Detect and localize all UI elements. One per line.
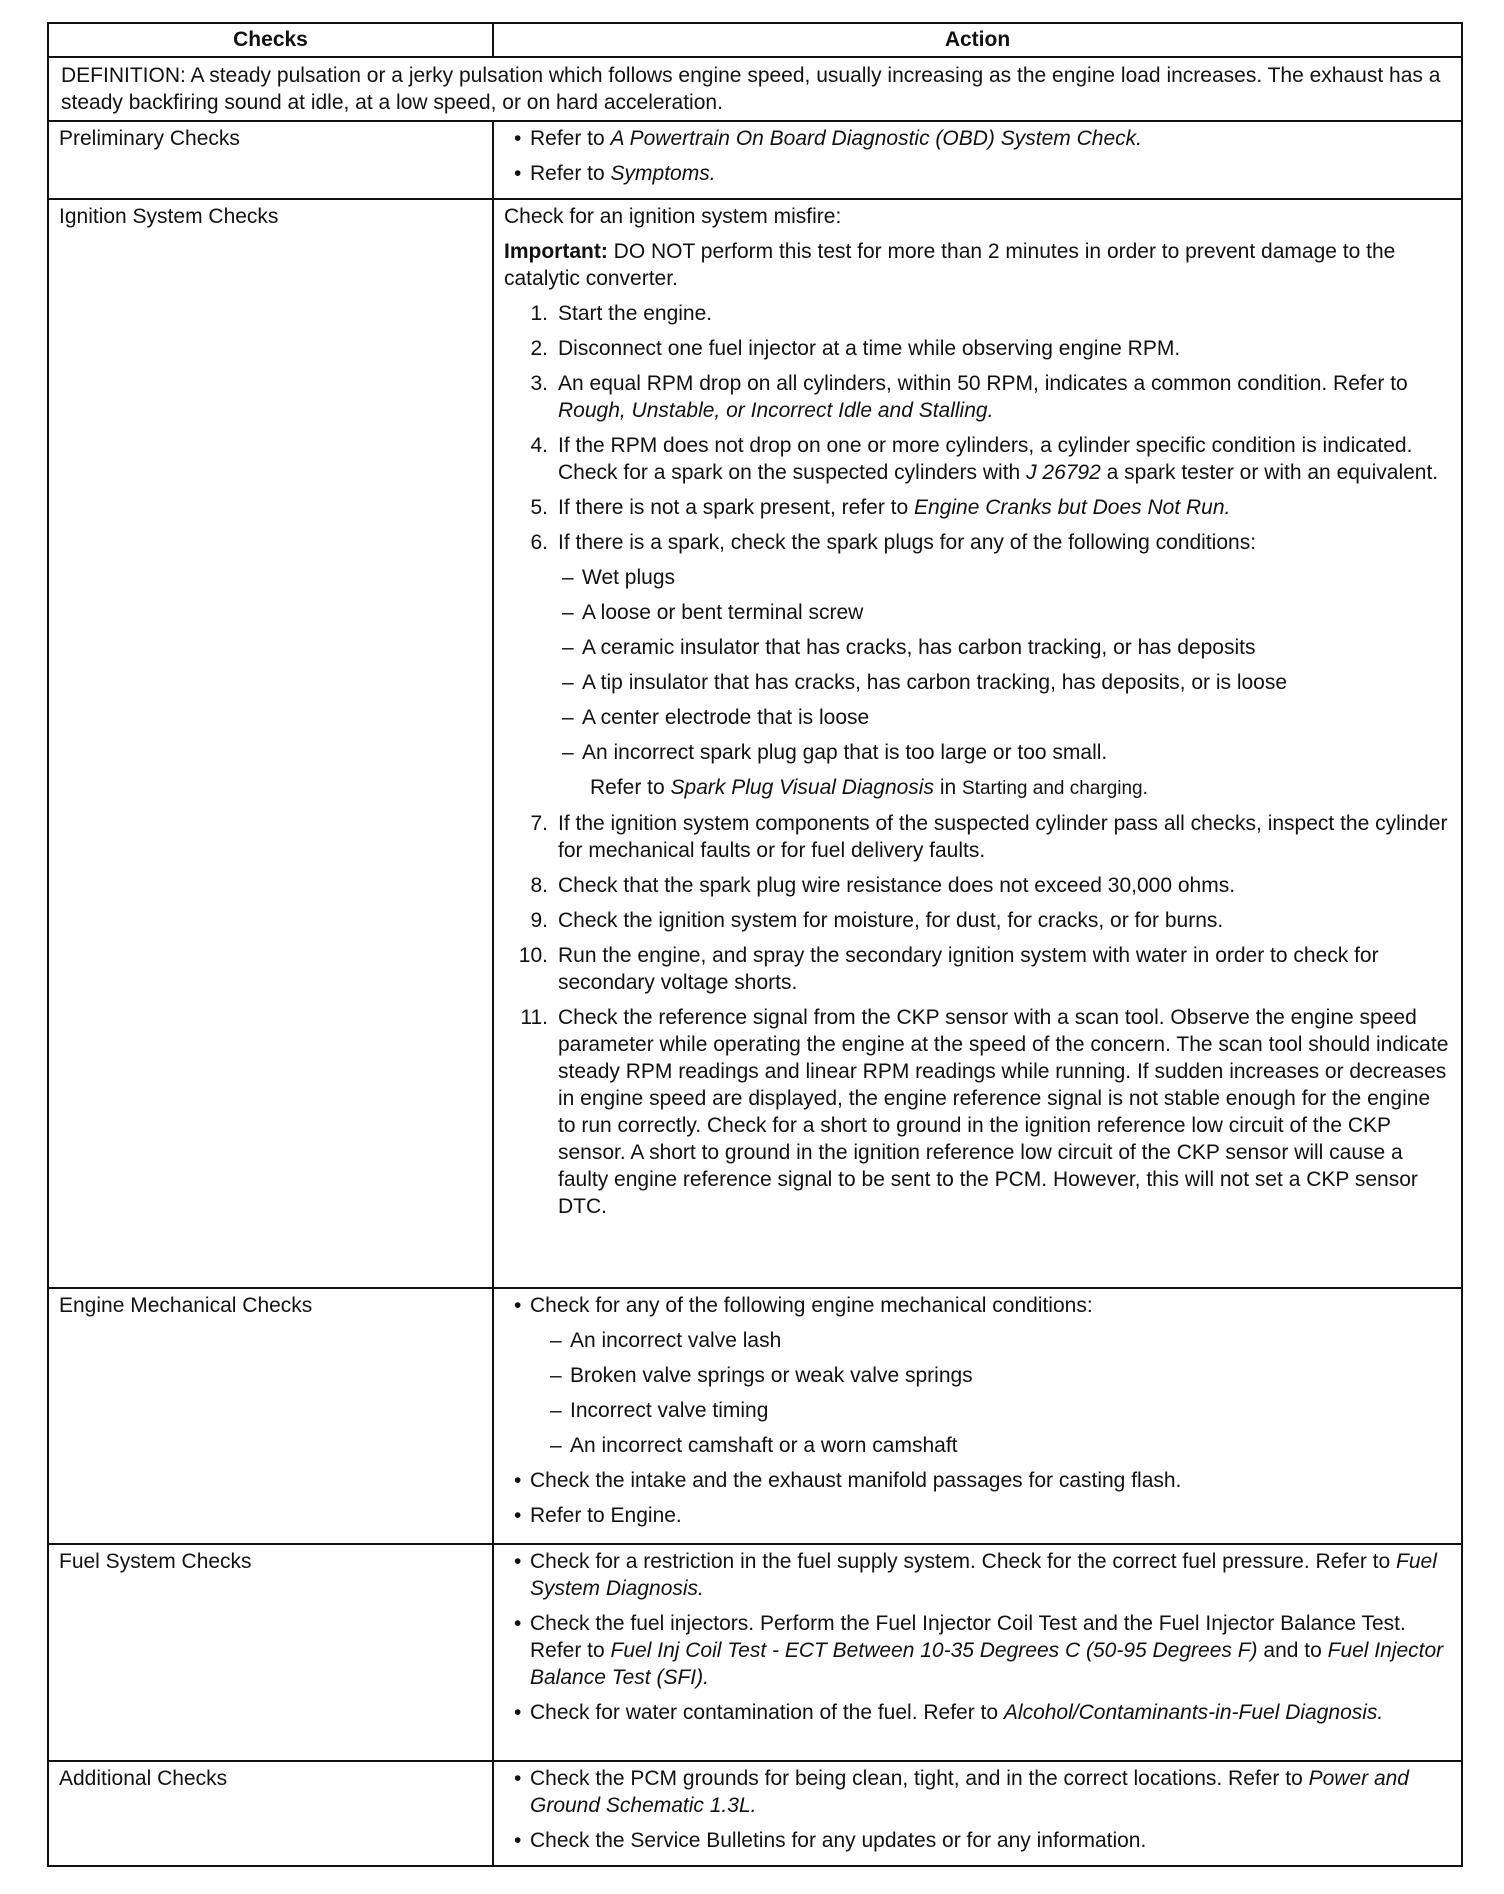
action-cell bbox=[493, 1288, 1462, 1544]
text-segment: Check for any of the following engine mechanical conditions: bbox=[530, 1294, 1093, 1317]
text-segment: Incorrect valve timing bbox=[570, 1399, 769, 1422]
text-segment: An incorrect camshaft or a worn camshaft bbox=[570, 1434, 958, 1457]
item-number: 11. bbox=[520, 1006, 548, 1029]
header-action: Action bbox=[493, 23, 1462, 57]
diagnostic-table bbox=[47, 22, 1463, 1867]
list-item bbox=[504, 739, 1451, 766]
text-segment: in bbox=[933, 776, 962, 799]
list-item bbox=[504, 774, 1451, 802]
table-row bbox=[48, 1761, 1462, 1866]
table-row bbox=[48, 1288, 1462, 1544]
item-number: 7. bbox=[530, 812, 548, 835]
list-item bbox=[504, 1432, 1451, 1459]
text-segment: Run the engine, and spray the secondary ignition system with water in order to check for secondary voltage shorts. bbox=[558, 944, 1379, 994]
item-number: 9. bbox=[530, 909, 548, 932]
list-item bbox=[504, 1765, 1451, 1819]
list-item bbox=[504, 432, 1451, 486]
paragraph bbox=[504, 203, 1451, 230]
list-item bbox=[504, 1397, 1451, 1424]
table-row bbox=[48, 121, 1462, 199]
item-number: 10. bbox=[518, 944, 548, 967]
list-item bbox=[504, 1548, 1451, 1602]
item-number: 5. bbox=[530, 496, 548, 519]
text-segment: If there is not a spark present, refer to bbox=[558, 496, 915, 519]
reference-text: Fuel Injector Balance Test (SFI). bbox=[530, 1639, 1444, 1689]
list-item bbox=[504, 942, 1451, 996]
list-item bbox=[504, 1827, 1451, 1854]
text-segment: Check for a restriction in the fuel supply system. Check for the correct fuel pressure. Refer to bbox=[530, 1550, 1397, 1573]
item-number: 4. bbox=[530, 434, 548, 457]
text-segment: Broken valve springs or weak valve springs bbox=[570, 1364, 973, 1387]
list-item bbox=[504, 1362, 1451, 1389]
list-item bbox=[504, 1699, 1451, 1726]
table-header bbox=[48, 23, 1462, 57]
text-segment: A tip insulator that has cracks, has carbon tracking, has deposits, or is loose bbox=[582, 671, 1288, 694]
reference-text: Alcohol/Contaminants-in-Fuel Diagnosis. bbox=[1003, 1701, 1384, 1724]
list-item bbox=[504, 1327, 1451, 1354]
text-segment: Refer to bbox=[530, 127, 611, 150]
check-name: Additional Checks bbox=[48, 1761, 493, 1866]
list-item bbox=[504, 669, 1451, 696]
text-segment: Check for water contamination of the fuel. Refer to bbox=[530, 1701, 1004, 1724]
list-item bbox=[504, 370, 1451, 424]
text-segment: Refer to Engine. bbox=[530, 1504, 682, 1527]
list-item bbox=[504, 160, 1451, 187]
list-item bbox=[504, 564, 1451, 591]
text-segment: Refer to bbox=[590, 776, 671, 799]
list-item bbox=[504, 494, 1451, 521]
list-item bbox=[504, 1004, 1451, 1220]
text-segment: and to bbox=[1257, 1639, 1328, 1662]
check-name: Preliminary Checks bbox=[48, 121, 493, 199]
list-item bbox=[504, 1467, 1451, 1494]
text-segment: A center electrode that is loose bbox=[582, 706, 870, 729]
check-name: Fuel System Checks bbox=[48, 1544, 493, 1761]
list-item bbox=[504, 125, 1451, 152]
reference-text: Engine Cranks but Does Not Run. bbox=[914, 496, 1231, 519]
reference-text: J 26792 bbox=[1026, 461, 1101, 484]
header-checks: Checks bbox=[48, 23, 493, 57]
text-segment: DO NOT perform this test for more than 2 minutes in order to prevent damage to the catalytic converter. bbox=[504, 240, 1396, 290]
list-item bbox=[504, 1292, 1451, 1319]
action-cell bbox=[493, 199, 1462, 1288]
text-segment: Check that the spark plug wire resistance does not exceed 30,000 ohms. bbox=[558, 874, 1236, 897]
text-segment: Check the fuel injectors. Perform the Fuel Injector Coil Test and the Fuel Injector Balance Test. Refer to bbox=[530, 1612, 1406, 1662]
list-item bbox=[504, 810, 1451, 864]
paragraph bbox=[504, 238, 1451, 292]
text-segment: If the ignition system components of the suspected cylinder pass all checks, inspect the cylinder for mechanical faults or for fuel delivery faults. bbox=[558, 812, 1448, 862]
text-segment: Check for an ignition system misfire: bbox=[504, 205, 842, 228]
item-number: 1. bbox=[530, 302, 548, 325]
text-segment: Check the intake and the exhaust manifold passages for casting flash. bbox=[530, 1469, 1182, 1492]
text-segment: Starting and charging. bbox=[962, 778, 1148, 799]
text-segment: Check the Service Bulletins for any updates or for any information. bbox=[530, 1829, 1147, 1852]
item-number: 2. bbox=[530, 337, 548, 360]
list-item bbox=[504, 907, 1451, 934]
list-item bbox=[504, 634, 1451, 661]
reference-text: Fuel System Diagnosis. bbox=[530, 1550, 1437, 1600]
item-number: 3. bbox=[530, 372, 548, 395]
list-item bbox=[504, 529, 1451, 556]
reference-text: Fuel Inj Coil Test - ECT Between 10-35 Degrees C (50-95 Degrees F) bbox=[610, 1639, 1258, 1662]
item-number: 8. bbox=[530, 874, 548, 897]
action-cell bbox=[493, 1761, 1462, 1866]
text-segment: A loose or bent terminal screw bbox=[582, 601, 864, 624]
text-segment: Disconnect one fuel injector at a time while observing engine RPM. bbox=[558, 337, 1181, 360]
check-name: Ignition System Checks bbox=[48, 199, 493, 1288]
text-segment: Check the reference signal from the CKP sensor with a scan tool. Observe the engine speed parameter while operating the engine at the speed of the concern. The scan tool should indicate steady RPM readings and linear RPM readings while running. If sudden increases or decreases in engine speed are displayed, the engine reference signal is not stable enough for the engine to run correctly. Check for a short to ground in the ignition reference low circuit of the CKP sensor. A short to ground in the ignition reference low circuit of the CKP sensor will cause a faulty engine reference signal to be sent to the PCM. However, this will not set a CKP sensor DTC. bbox=[558, 1006, 1449, 1218]
list-item bbox=[504, 599, 1451, 626]
reference-text: A Powertrain On Board Diagnostic (OBD) System Check. bbox=[610, 127, 1142, 150]
list-item bbox=[504, 872, 1451, 899]
list-item bbox=[504, 300, 1451, 327]
text-segment: An incorrect valve lash bbox=[570, 1329, 782, 1352]
table-row bbox=[48, 199, 1462, 1288]
table-row bbox=[48, 1544, 1462, 1761]
item-number: 6. bbox=[530, 531, 548, 554]
list-item bbox=[504, 704, 1451, 731]
list-item bbox=[504, 335, 1451, 362]
definition-row bbox=[48, 57, 1462, 121]
text-segment: Check the PCM grounds for being clean, tight, and in the correct locations. Refer to bbox=[530, 1767, 1309, 1790]
reference-text: Symptoms. bbox=[610, 162, 716, 185]
text-segment: If the RPM does not drop on one or more cylinders, a cylinder specific condition is indicated. Check for a spark on the suspected cylinders with bbox=[558, 434, 1413, 484]
action-cell bbox=[493, 1544, 1462, 1761]
text-segment: Start the engine. bbox=[558, 302, 713, 325]
text-segment: Refer to bbox=[530, 162, 611, 185]
list-item bbox=[504, 1502, 1451, 1529]
text-segment: A ceramic insulator that has cracks, has carbon tracking, or has deposits bbox=[582, 636, 1256, 659]
reference-text: Rough, Unstable, or Incorrect Idle and Stalling. bbox=[558, 399, 994, 422]
reference-text: Spark Plug Visual Diagnosis bbox=[670, 776, 934, 799]
text-segment: a spark tester or with an equivalent. bbox=[1100, 461, 1439, 484]
text-segment: Wet plugs bbox=[582, 566, 675, 589]
text-segment: Check the ignition system for moisture, for dust, for cracks, or for burns. bbox=[558, 909, 1224, 932]
text-segment: Important: bbox=[504, 240, 608, 263]
action-cell bbox=[493, 121, 1462, 199]
list-item bbox=[504, 1610, 1451, 1691]
reference-text: Power and Ground Schematic 1.3L. bbox=[530, 1767, 1409, 1817]
text-segment: If there is a spark, check the spark plugs for any of the following conditions: bbox=[558, 531, 1257, 554]
definition-text: DEFINITION: A steady pulsation or a jerky pulsation which follows engine speed, usually increasing as the engine load increases. The exhaust has a steady backfiring sound at idle, at a low speed, or on hard acceleration. bbox=[48, 57, 1462, 121]
text-segment: An equal RPM drop on all cylinders, within 50 RPM, indicates a common condition. Refer to bbox=[558, 372, 1408, 395]
text-segment: An incorrect spark plug gap that is too large or too small. bbox=[582, 741, 1108, 764]
check-name: Engine Mechanical Checks bbox=[48, 1288, 493, 1544]
